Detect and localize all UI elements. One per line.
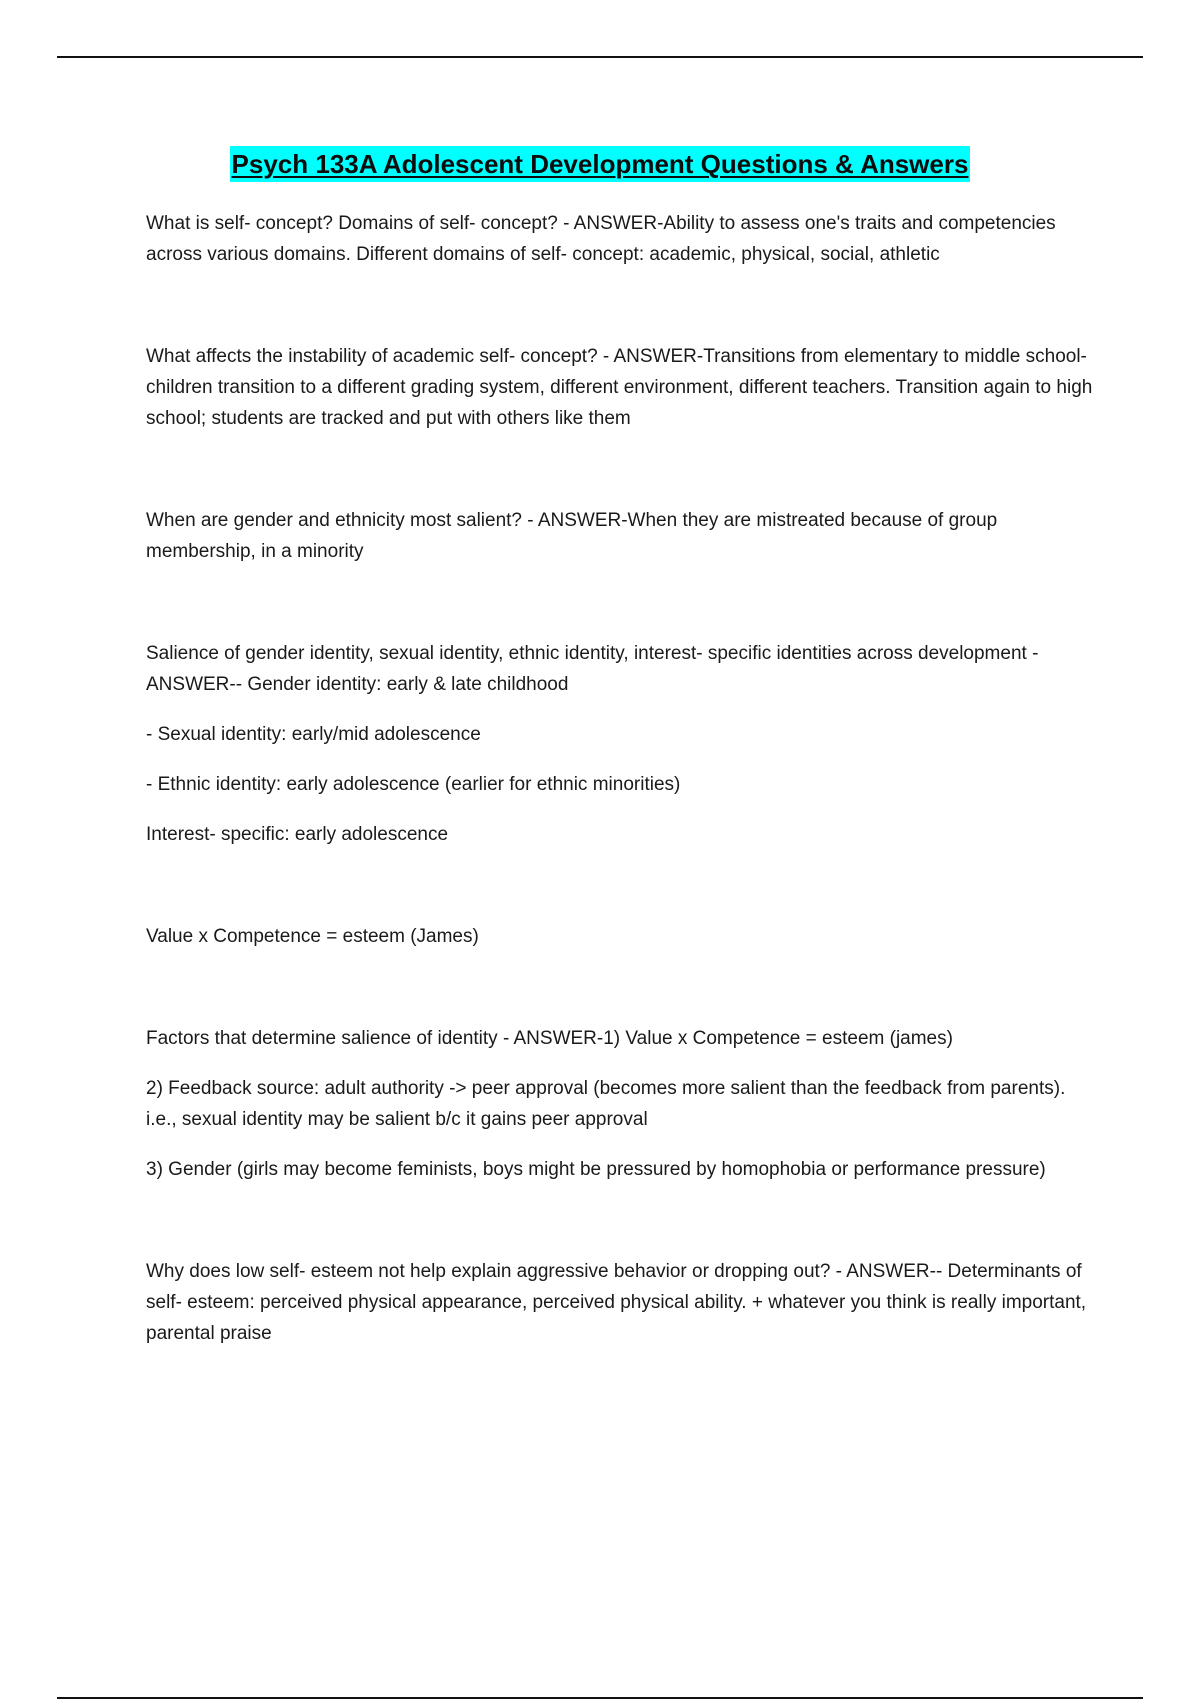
qa-block-identity-salience (146, 638, 1096, 850)
qa-paragraph: 3) Gender (girls may become feminists, boys might be pressured by homophobia or performance pressure) (146, 1159, 1046, 1180)
spacer (146, 434, 1096, 505)
qa-block-value-competence (146, 921, 1096, 952)
qa-paragraph: Interest- specific: early adolescence (146, 824, 449, 845)
qa-paragraph: Value x Competence = esteem (James) (146, 926, 479, 947)
spacer (146, 567, 1096, 638)
qa-block-academic-self-concept (146, 341, 1096, 434)
footer-rule (57, 1697, 1143, 1699)
spacer (146, 1185, 1096, 1256)
spacer (146, 850, 1096, 921)
spacer (146, 700, 1096, 719)
document-body (146, 208, 1096, 1349)
spacer (146, 1054, 1096, 1073)
spacer (146, 952, 1096, 1023)
spacer (146, 800, 1096, 819)
document-title: Psych 133A Adolescent Development Questions & Answers (230, 146, 971, 182)
qa-paragraph: Factors that determine salience of identity - ANSWER-1) Value x Competence = esteem (james) (146, 1028, 953, 1049)
title-container (0, 146, 1200, 182)
qa-paragraph: Why does low self- esteem not help explain aggressive behavior or dropping out? - ANSWER-- Determinants of self- esteem: perceived physical appearance, perceived physical ability. + whatever you think is really important, parental praise (146, 1261, 1087, 1344)
qa-paragraph: - Ethnic identity: early adolescence (earlier for ethnic minorities) (146, 774, 681, 795)
qa-paragraph: What affects the instability of academic self- concept? - ANSWER-Transitions from elementary to middle school- children transition to a different grading system, different environment, different teachers. Transition again to high school; students are tracked and put with others like them (146, 346, 1093, 429)
qa-block-gender-ethnicity (146, 505, 1096, 567)
qa-paragraph: 2) Feedback source: adult authority -> peer approval (becomes more salient than the feedback from parents). i.e., sexual identity may be salient b/c it gains peer approval (146, 1078, 1066, 1130)
qa-paragraph: Salience of gender identity, sexual identity, ethnic identity, interest- specific identities across development - ANSWER-- Gender identity: early & late childhood (146, 643, 1039, 695)
qa-block-self-concept (146, 208, 1096, 270)
spacer (146, 750, 1096, 769)
spacer (146, 270, 1096, 341)
header-rule (57, 56, 1143, 58)
qa-paragraph: What is self- concept? Domains of self- concept? - ANSWER-Ability to assess one's traits and competencies across various domains. Different domains of self- concept: academic, physical, social, athletic (146, 213, 1056, 265)
spacer (146, 1135, 1096, 1154)
qa-block-salience-factors (146, 1023, 1096, 1185)
qa-paragraph: - Sexual identity: early/mid adolescence (146, 724, 481, 745)
qa-block-self-esteem (146, 1256, 1096, 1349)
qa-paragraph: When are gender and ethnicity most salient? - ANSWER-When they are mistreated because of group membership, in a minority (146, 510, 998, 562)
